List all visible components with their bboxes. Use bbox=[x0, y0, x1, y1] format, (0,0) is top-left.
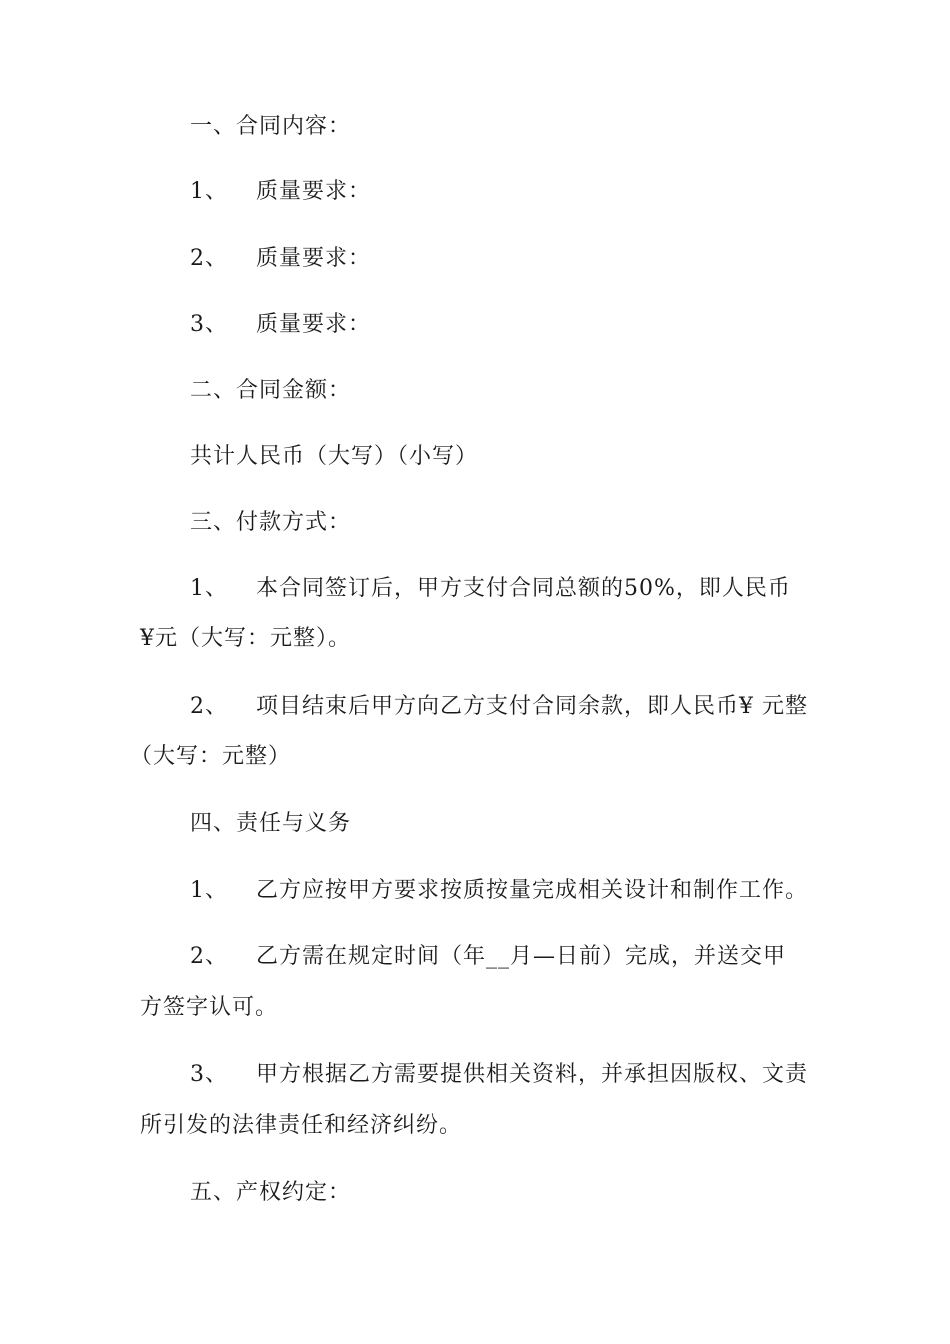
section-heading-property-rights: 五、产权约定： bbox=[190, 1180, 352, 1205]
item-number: 3、 bbox=[190, 1062, 228, 1087]
item-number: 3、 bbox=[190, 312, 228, 337]
paragraph-total-amount: 共计人民币（大写）（小写） bbox=[190, 444, 479, 469]
list-item bbox=[190, 310, 371, 340]
item-text: 质量要求： bbox=[256, 312, 372, 337]
list-item bbox=[190, 177, 371, 207]
item-text: 乙方需在规定时间（年__月—日前）完成，并送交甲 bbox=[256, 944, 787, 969]
section-heading-payment-method: 三、付款方式： bbox=[190, 510, 352, 535]
item-continuation: ¥元（大写：元整）。 bbox=[140, 626, 351, 651]
item-continuation: 方签字认可。 bbox=[140, 995, 279, 1020]
item-text: 项目结束后甲方向乙方支付合同余款，即人民币¥ 元整 bbox=[256, 694, 808, 719]
list-item bbox=[190, 574, 791, 604]
section-heading-responsibilities: 四、责任与义务 bbox=[190, 811, 352, 836]
item-number: 1、 bbox=[190, 179, 228, 204]
section-heading-contract-amount: 二、合同金额： bbox=[190, 378, 352, 403]
item-text: 质量要求： bbox=[256, 246, 372, 271]
list-item bbox=[190, 876, 808, 906]
list-item bbox=[190, 942, 786, 972]
item-number: 1、 bbox=[190, 878, 228, 903]
list-item bbox=[190, 692, 808, 722]
item-number: 2、 bbox=[190, 246, 228, 271]
item-number: 2、 bbox=[190, 944, 228, 969]
list-item bbox=[190, 244, 371, 274]
item-continuation: 所引发的法律责任和经济纠纷。 bbox=[140, 1113, 463, 1138]
item-text: 乙方应按甲方要求按质按量完成相关设计和制作工作。 bbox=[256, 878, 809, 903]
item-text: 甲方根据乙方需要提供相关资料，并承担因版权、文责 bbox=[256, 1062, 809, 1087]
item-text: 质量要求： bbox=[256, 179, 372, 204]
item-number: 2、 bbox=[190, 694, 228, 719]
item-text: 本合同签订后，甲方支付合同总额的50%，即人民币 bbox=[256, 576, 791, 601]
item-number: 1、 bbox=[190, 576, 228, 601]
list-item bbox=[190, 1060, 808, 1090]
item-continuation: （大写：元整） bbox=[130, 744, 292, 769]
section-heading-contract-content: 一、合同内容： bbox=[190, 114, 352, 139]
